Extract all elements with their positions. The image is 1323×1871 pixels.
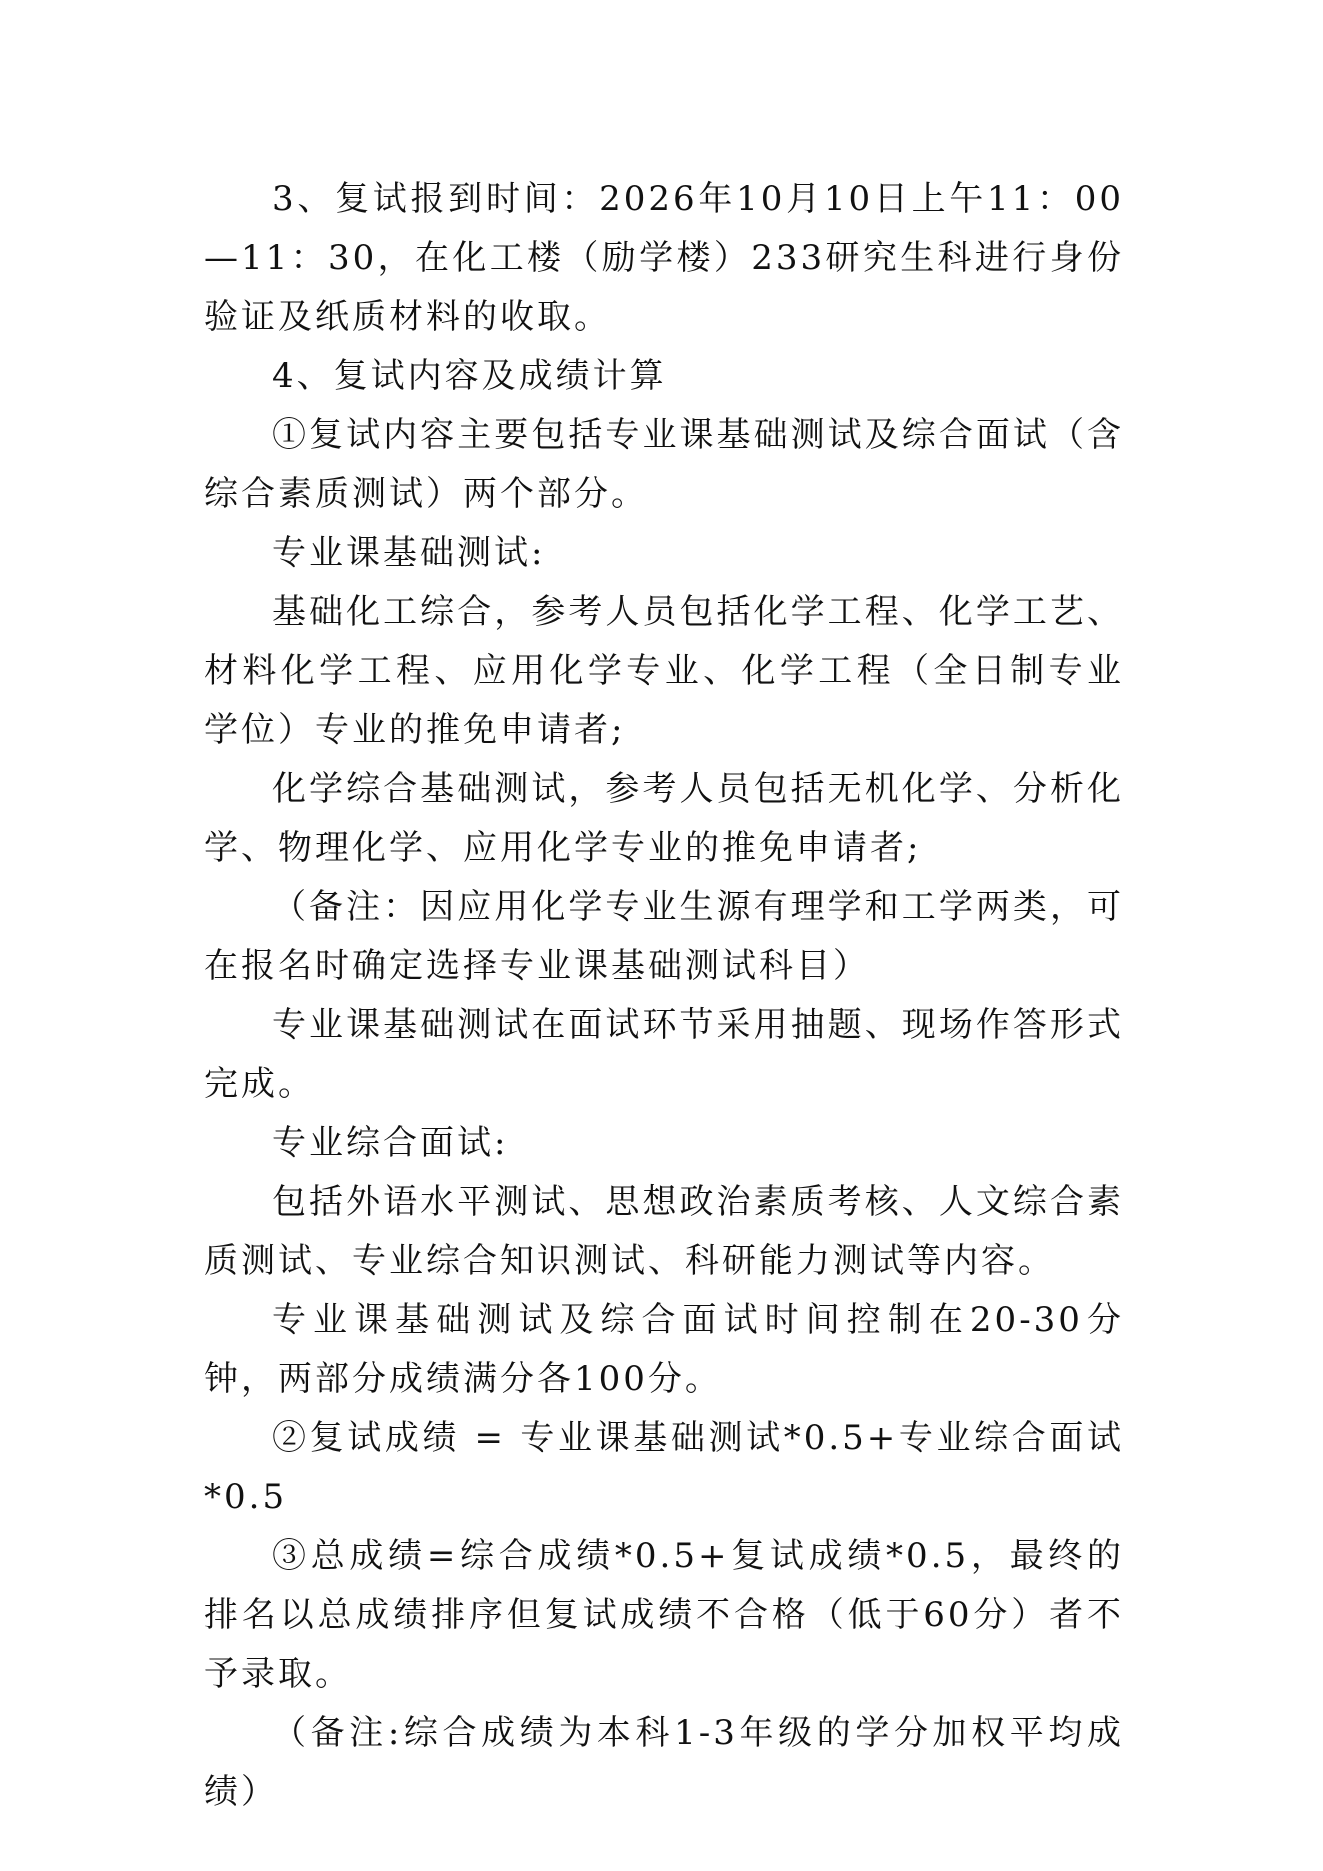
paragraph-time-limit: 专业课基础测试及综合面试时间控制在20-30分钟，两部分成绩满分各100分。 — [204, 1300, 1124, 1399]
paragraph-chemical-engineering: 基础化工综合，参考人员包括化学工程、化学工艺、材料化学工程、应用化学专业、化学工程（全日制专业学位）专业的推免申请者; — [204, 592, 1124, 750]
paragraph-report-time: 3、复试报到时间：2026年10月10日上午11：00—11：30，在化工楼（励学楼）233研究生科进行身份验证及纸质材料的收取。 — [204, 179, 1124, 337]
paragraph-interview-heading: 专业综合面试: — [272, 1123, 509, 1163]
paragraph-section-heading: 4、复试内容及成绩计算 — [272, 356, 667, 396]
document-body — [204, 170, 1124, 1822]
paragraph-note-gpa: （备注:综合成绩为本科1-3年级的学分加权平均成绩） — [204, 1713, 1124, 1812]
paragraph-test-format: 专业课基础测试在面试环节采用抽题、现场作答形式完成。 — [204, 1005, 1124, 1104]
paragraph-total-formula: ③总成绩=综合成绩*0.5+复试成绩*0.5，最终的排名以总成绩排序但复试成绩不合格（低于60分）者不予录取。 — [204, 1536, 1124, 1694]
paragraph-retest-formula: ②复试成绩 = 专业课基础测试*0.5+专业综合面试*0.5 — [204, 1418, 1124, 1517]
paragraph-note-applied-chemistry: （备注：因应用化学专业生源有理学和工学两类，可在报名时确定选择专业课基础测试科目） — [204, 887, 1124, 986]
paragraph-basic-test-heading: 专业课基础测试: — [272, 533, 546, 573]
paragraph-content-overview: ①复试内容主要包括专业课基础测试及综合面试（含综合素质测试）两个部分。 — [204, 415, 1124, 514]
paragraph-interview-content: 包括外语水平测试、思想政治素质考核、人文综合素质测试、专业综合知识测试、科研能力测试等内容。 — [204, 1182, 1124, 1281]
paragraph-chemistry-test: 化学综合基础测试，参考人员包括无机化学、分析化学、物理化学、应用化学专业的推免申请者; — [204, 769, 1124, 868]
